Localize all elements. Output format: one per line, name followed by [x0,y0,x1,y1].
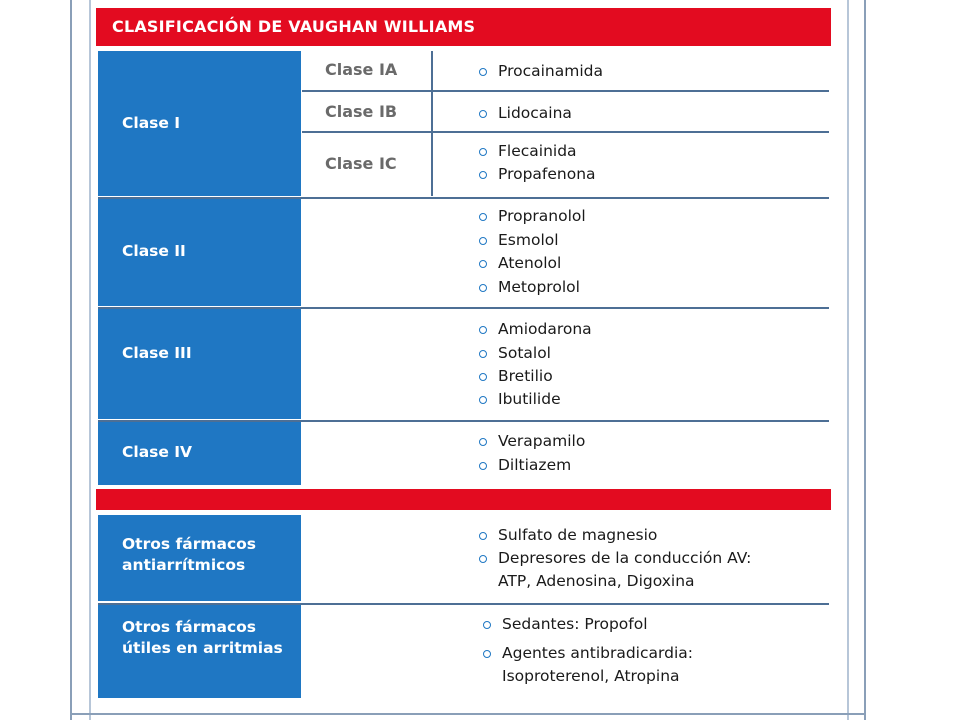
class-i-label: Clase I [122,114,181,132]
drug-item: Agentes antibradicardia: [480,644,693,662]
class-ii-label: Clase II [122,242,186,260]
class-iii-cell [98,309,301,419]
drug-item: Ibutilide [476,390,561,408]
other-antiarrhythmics-label: Otros fármacos antiarrítmicos [122,535,257,574]
drug-item: Propafenona [476,165,596,183]
drug-item: Depresores de la conducción AV: [476,549,751,567]
subclass-divider [431,51,433,196]
frame-inner-left-line [89,0,91,720]
subclass-ic-label: Clase IC [325,154,397,173]
drug-item: Diltiazem [476,456,571,474]
class-iv-label: Clase IV [122,443,193,461]
subclass-ib-label: Clase IB [325,102,398,121]
drug-item: Verapamilo [476,432,585,450]
class-iii-label: Clase III [122,344,192,362]
drug-item: Lidocaina [476,104,572,122]
drug-item: Metoprolol [476,278,580,296]
class-iv-cell [98,422,301,485]
frame-left-line [70,0,72,720]
frame-bottom-line [70,713,866,715]
drug-item: Esmolol [476,231,559,249]
other-useful-drugs-label: Otros fármacos útiles en arritmias [122,618,283,657]
drug-item: Procainamida [476,62,603,80]
drug-item: Sedantes: Propofol [480,615,648,633]
drug-item: Propranolol [476,207,586,225]
drug-item: Bretilio [476,367,553,385]
row-divider [302,90,829,92]
other-antiarrhythmics-cell [98,515,301,601]
class-i-cell [98,51,301,196]
drug-item: Amiodarona [476,320,592,338]
other-useful-drugs-cell [98,605,301,698]
row-divider [302,131,829,133]
subclass-ia-label: Clase IA [325,60,398,79]
drug-item: Sulfato de magnesio [476,526,657,544]
drug-item: Flecainida [476,142,577,160]
drug-item: Sotalol [476,344,551,362]
title-bar [96,8,831,46]
class-ii-cell [98,199,301,306]
drug-item: Atenolol [476,254,561,272]
frame-right-line [864,0,866,720]
drug-item-continuation: ATP, Adenosina, Digoxina [498,572,695,590]
section-divider-bar [96,489,831,510]
frame-inner-right-line [847,0,849,720]
table-title: CLASIFICACIÓN DE VAUGHAN WILLIAMS [112,17,476,36]
drug-item-continuation: Isoproterenol, Atropina [502,667,680,685]
